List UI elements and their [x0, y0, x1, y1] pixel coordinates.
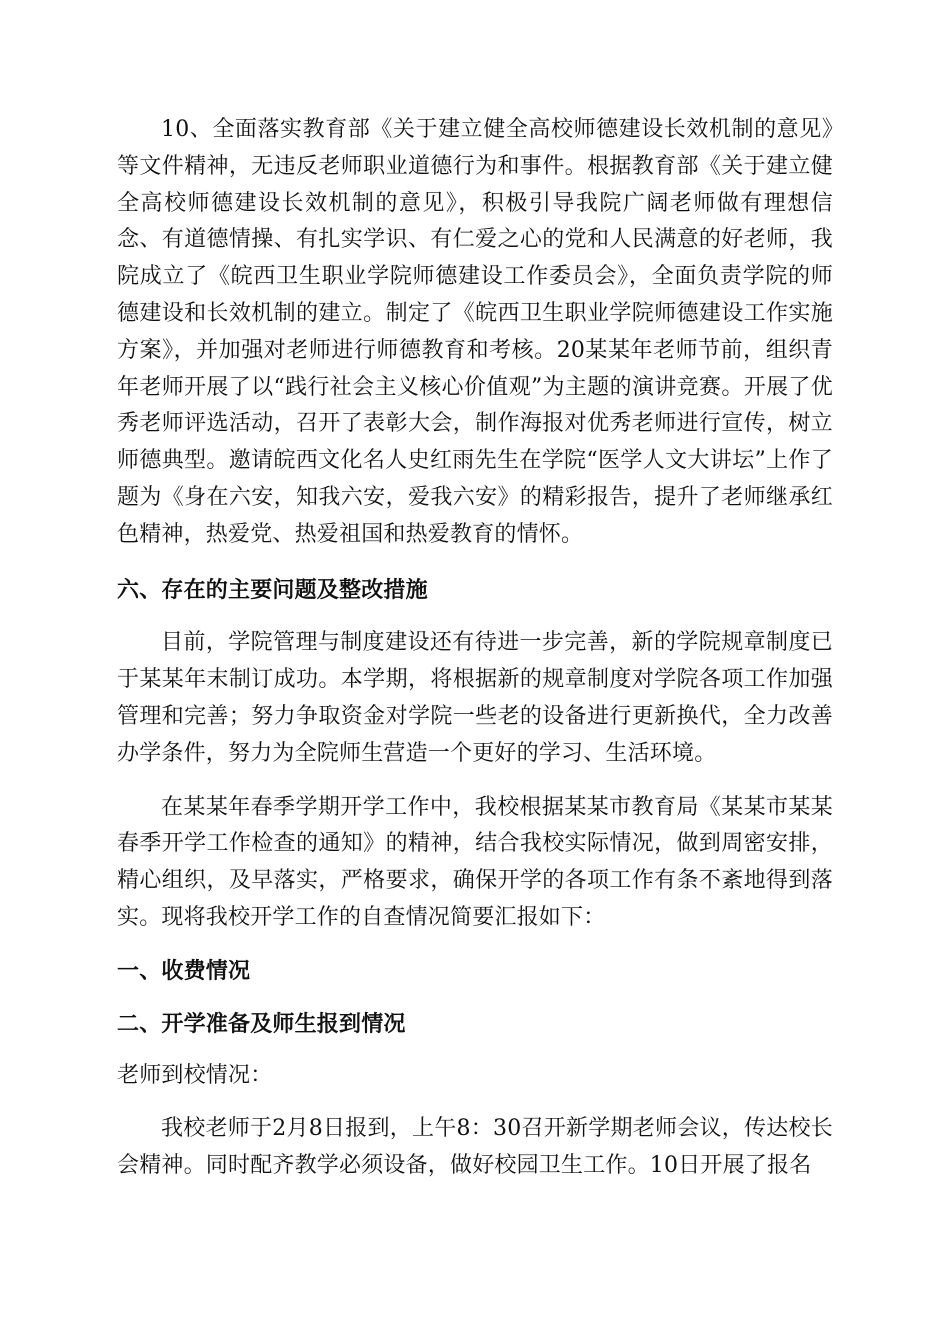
- paragraph-teacher-arrival-label: 老师到校情况：: [117, 1063, 273, 1089]
- paragraph-teacher-ethics: 10、全面落实教育部《关于建立健全高校师德建设长效机制的意见》等文件精神，无违反老师职业道德行为和事件。根据教育部《关于建立健全高校师德建设长效机制的意见》，积极引导我院广阔老师做有理想信念、有道德情操、有扎实学识、有仁爱之心的党和人民满意的好老师，我院成立了《皖西卫生职业学院师德建设工作委员会》，全面负责学院的师德建设和长效机制的建立。制定了《皖西卫生职业学院师德建设工作实施方案》，并加强对老师进行师德教育和考核。20某某年老师节前，组织青年老师开展了以“践行社会主义核心价值观”为主题的演讲竞赛。开展了优秀老师评选活动，召开了表彰大会，制作海报对优秀老师进行宣传，树立师德典型。邀请皖西文化名人史红雨先生在学院“医学人文大讲坛”上作了题为《身在六安，知我六安，爱我六安》的精彩报告，提升了老师继承红色精神，热爱党、热爱祖国和热爱教育的情怀。: [117, 117, 833, 547]
- paragraph-spring-semester: 在某某年春季学期开学工作中，我校根据某某市教育局《某某市某某春季开学工作检查的通知》的精神，结合我校实际情况，做到周密安排，精心组织，及早落实，严格要求，确保开学的各项工作有条不紊地得到落实。现将我校开学工作的自查情况简要汇报如下：: [117, 794, 833, 930]
- heading-fees: 一、收费情况: [117, 957, 251, 984]
- heading-problems-measures: 六、存在的主要问题及整改措施: [117, 576, 428, 603]
- document-page: [117, 112, 833, 1185]
- paragraph-management: 目前，学院管理与制度建设还有待进一步完善，新的学院规章制度已于某某年末制订成功。本学期，将根据新的规章制度对学院各项工作加强管理和完善；努力争取资金对学院一些老的设备进行更新换代，全力改善办学条件，努力为全院师生营造一个更好的学习、生活环境。: [117, 630, 833, 766]
- paragraph-teacher-arrival: 我校老师于2月8日报到，上午8：30召开新学期老师会议，传达校长会精神。同时配齐教学必须设备，做好校园卫生工作。10日开展了报名: [117, 1116, 833, 1178]
- heading-preparation-registration: 二、开学准备及师生报到情况: [117, 1010, 406, 1037]
